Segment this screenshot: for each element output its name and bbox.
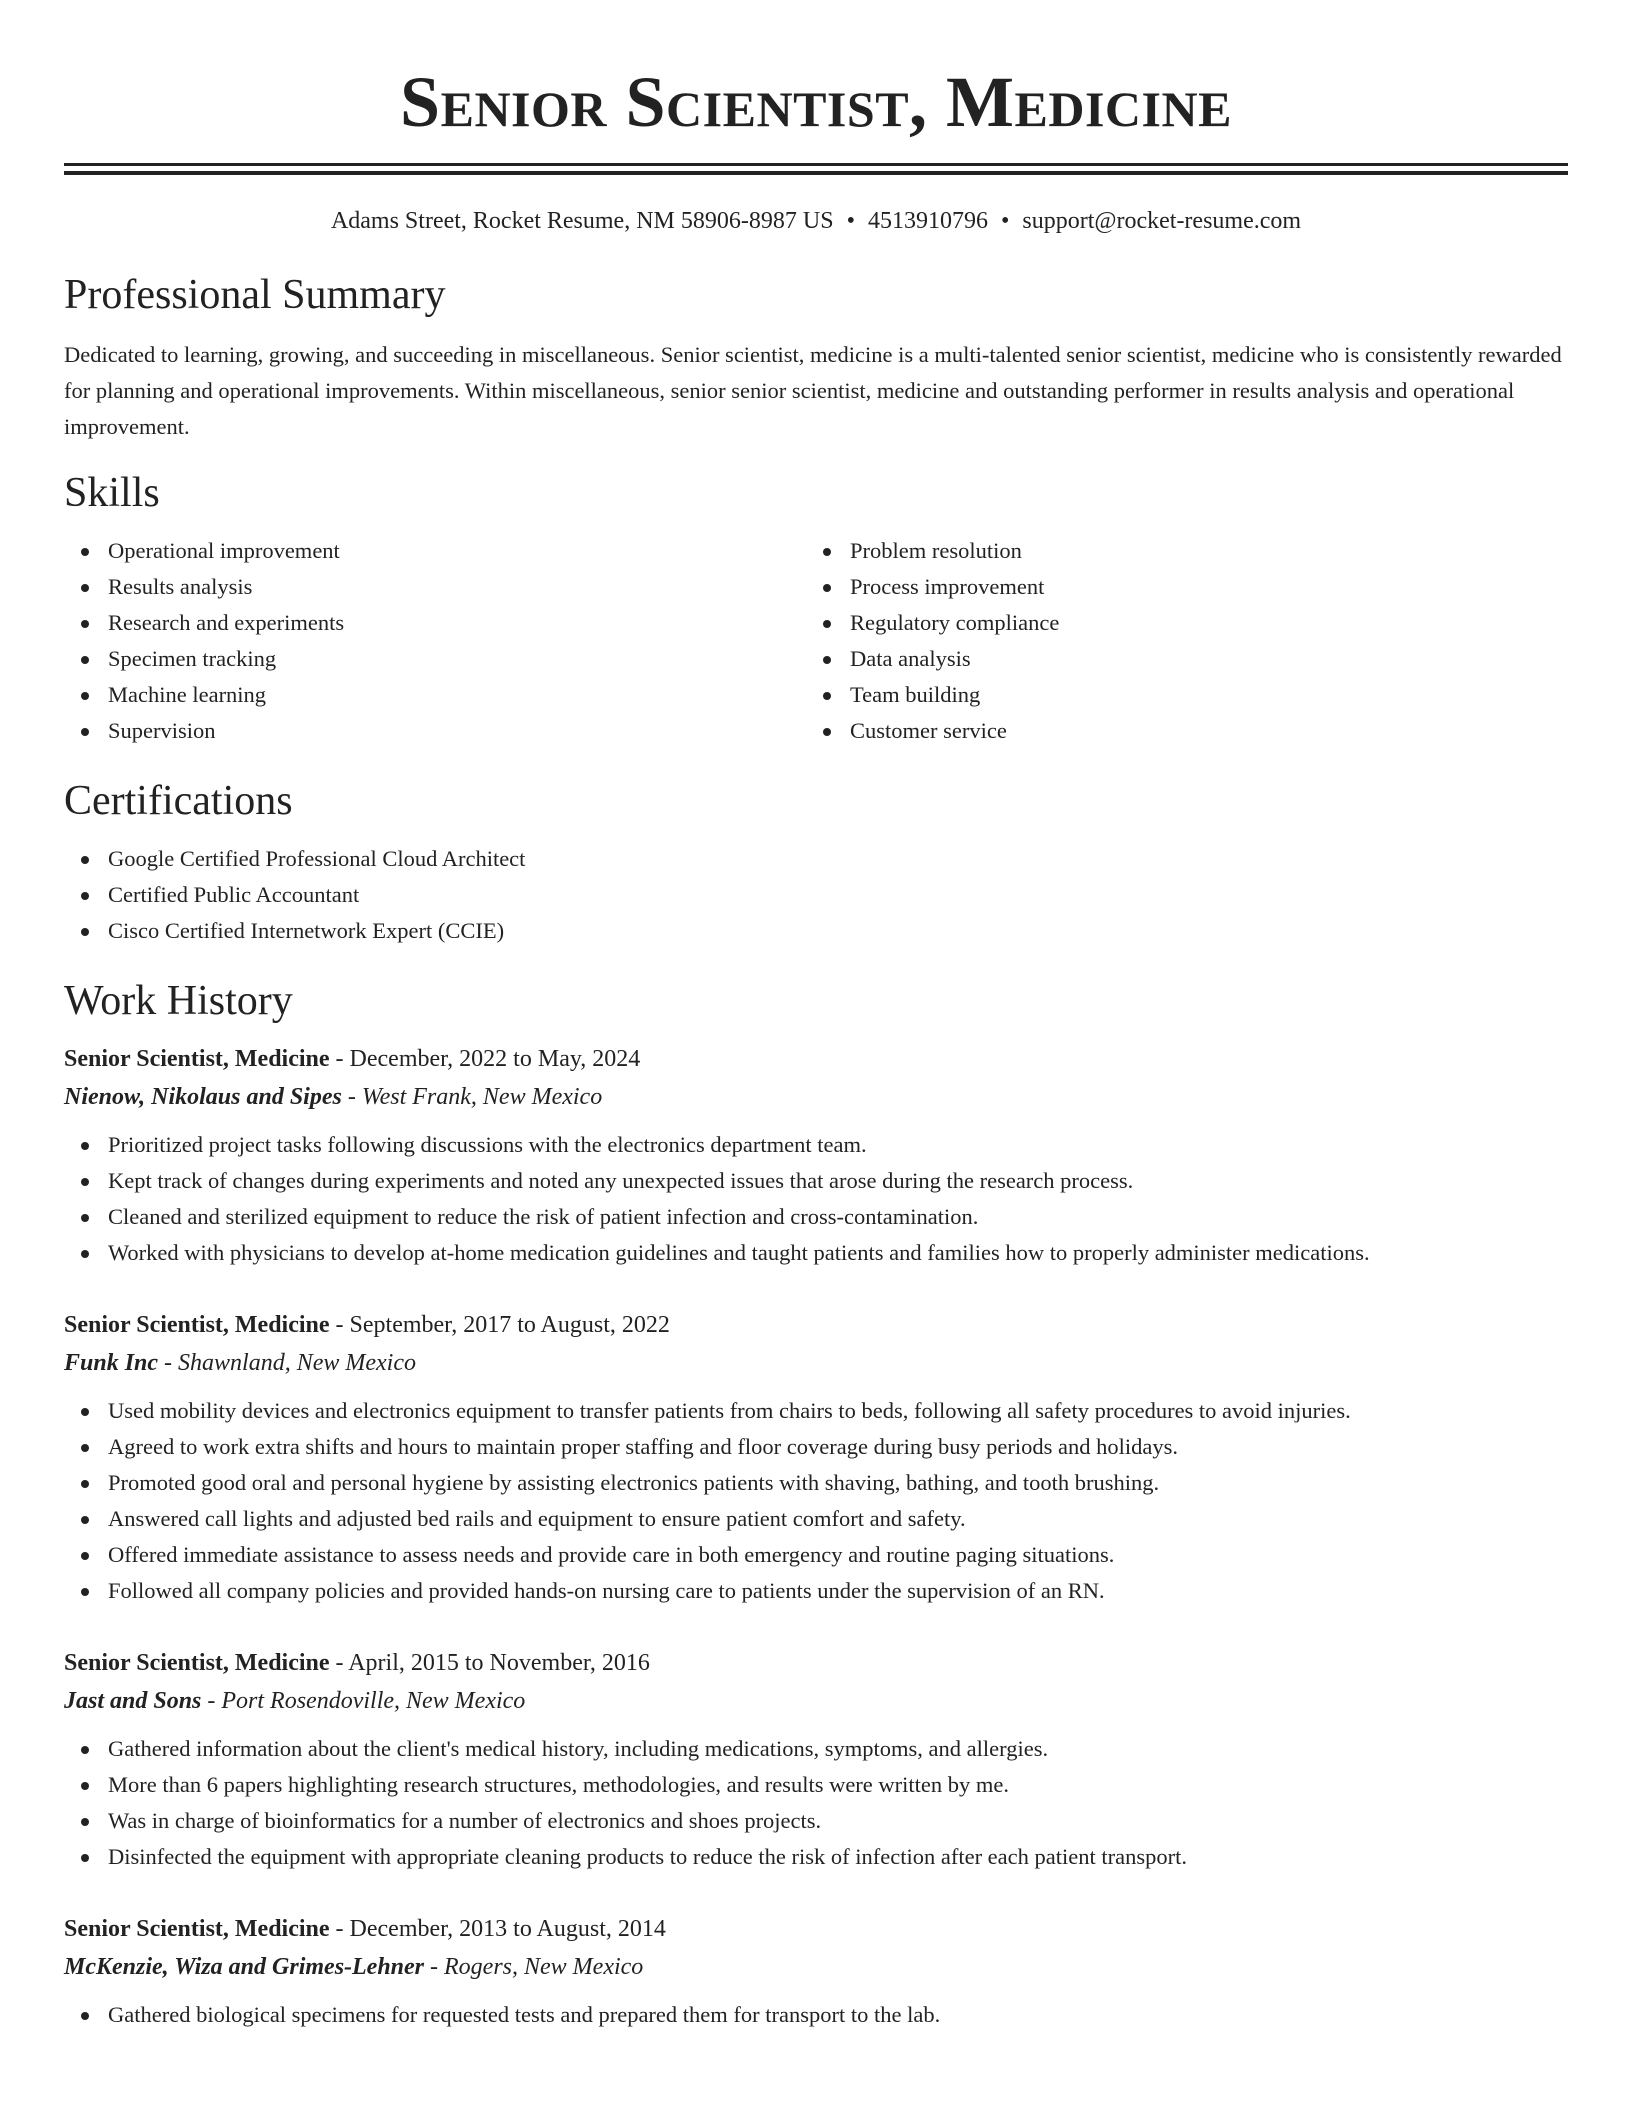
contact-address: Adams Street, Rocket Resume, NM 58906-8987 US	[330, 208, 834, 234]
skill-item: Problem resolution	[850, 533, 1548, 569]
skill-item: Supervision	[108, 713, 806, 749]
job-title: Senior Scientist, Medicine	[64, 1916, 330, 1942]
certification-item: Certified Public Accountant	[108, 877, 1568, 913]
job-company: Jast and Sons	[64, 1688, 202, 1714]
job-company-line	[64, 1343, 1568, 1383]
job-bullet: Kept track of changes during experiments and noted any unexpected issues that arose during the research process.	[108, 1163, 1568, 1199]
skill-item: Results analysis	[108, 569, 806, 605]
job-dates: - September, 2017 to August, 2022	[329, 1312, 670, 1338]
skills-list-left	[64, 533, 806, 749]
contact-separator: •	[1000, 208, 1010, 234]
job-title-line	[64, 1645, 1568, 1681]
job-title: Senior Scientist, Medicine	[64, 1650, 330, 1676]
skills-grid	[64, 533, 1568, 749]
job-bullet: Worked with physicians to develop at-home medication guidelines and taught patients and families how to properly administer medications.	[108, 1235, 1568, 1271]
job-title-line	[64, 1307, 1568, 1343]
job-location: - West Frank, New Mexico	[341, 1084, 603, 1110]
skill-item: Team building	[850, 677, 1548, 713]
job-bullet: More than 6 papers highlighting research structures, methodologies, and results were written by me.	[108, 1767, 1568, 1803]
skill-item: Customer service	[850, 713, 1548, 749]
job-company-line	[64, 1077, 1568, 1117]
skill-item: Process improvement	[850, 569, 1548, 605]
work-history-heading: Work History	[64, 978, 293, 1024]
job-bullet: Followed all company policies and provided hands-on nursing care to patients under the supervision of an RN.	[108, 1573, 1568, 1609]
certifications-heading: Certifications	[64, 778, 293, 824]
job-bullet: Gathered biological specimens for requested tests and prepared them for transport to the lab.	[108, 1997, 1568, 2033]
job-dates: - December, 2022 to May, 2024	[329, 1046, 641, 1072]
resume-name-heading: Senior Scientist, Medicine	[400, 62, 1232, 142]
contact-email: support@rocket-resume.com	[1022, 208, 1302, 234]
job-title: Senior Scientist, Medicine	[64, 1312, 330, 1338]
skill-item: Operational improvement	[108, 533, 806, 569]
job-entry	[64, 1911, 1568, 2033]
skill-item: Data analysis	[850, 641, 1548, 677]
job-bullet: Answered call lights and adjusted bed rails and equipment to ensure patient comfort and safety.	[108, 1501, 1568, 1537]
skill-item: Machine learning	[108, 677, 806, 713]
skills-column-right	[806, 533, 1548, 749]
job-dates: - December, 2013 to August, 2014	[329, 1916, 666, 1942]
contact-line	[64, 205, 1568, 237]
job-bullet: Used mobility devices and electronics equipment to transfer patients from chairs to beds, following all safety procedures to avoid injuries.	[108, 1393, 1568, 1429]
job-bullet: Disinfected the equipment with appropriate cleaning products to reduce the risk of infection after each patient transport.	[108, 1839, 1568, 1875]
job-bullet: Agreed to work extra shifts and hours to maintain proper staffing and floor coverage during busy periods and holidays.	[108, 1429, 1568, 1465]
job-company: Nienow, Nikolaus and Sipes	[64, 1084, 342, 1110]
job-entry	[64, 1307, 1568, 1609]
job-bullet: Offered immediate assistance to assess needs and provide care in both emergency and routine paging situations.	[108, 1537, 1568, 1573]
skill-item: Research and experiments	[108, 605, 806, 641]
job-location: - Port Rosendoville, New Mexico	[201, 1688, 526, 1714]
job-title: Senior Scientist, Medicine	[64, 1046, 330, 1072]
header-double-rule	[64, 163, 1568, 175]
job-bullets	[64, 1127, 1568, 1271]
certification-item: Google Certified Professional Cloud Architect	[108, 841, 1568, 877]
job-entry	[64, 1645, 1568, 1875]
skills-column-left	[64, 533, 806, 749]
job-title-line	[64, 1041, 1568, 1077]
job-location: - Shawnland, New Mexico	[158, 1350, 416, 1376]
contact-phone: 4513910796	[867, 208, 988, 234]
job-title-line	[64, 1911, 1568, 1947]
job-bullet: Gathered information about the client's medical history, including medications, symptoms, and allergies.	[108, 1731, 1568, 1767]
job-company: Funk Inc	[64, 1350, 159, 1376]
contact-separator: •	[846, 208, 855, 234]
skills-list-right	[806, 533, 1548, 749]
job-company-line	[64, 1947, 1568, 1987]
job-bullets	[64, 1997, 1568, 2033]
job-dates: - April, 2015 to November, 2016	[329, 1650, 650, 1676]
job-bullets	[64, 1393, 1568, 1609]
skill-item: Regulatory compliance	[850, 605, 1548, 641]
job-bullet: Cleaned and sterilized equipment to reduce the risk of patient infection and cross-contamination.	[108, 1199, 1568, 1235]
job-entry	[64, 1041, 1568, 1271]
skills-heading: Skills	[64, 470, 160, 516]
job-bullet: Promoted good oral and personal hygiene by assisting electronics patients with shaving, bathing, and tooth brushing.	[108, 1465, 1568, 1501]
job-bullet: Prioritized project tasks following discussions with the electronics department team.	[108, 1127, 1568, 1163]
certification-item: Cisco Certified Internetwork Expert (CCIE)	[108, 913, 1568, 949]
job-location: - Rogers, New Mexico	[424, 1954, 644, 1980]
summary-heading: Professional Summary	[64, 272, 446, 318]
skill-item: Specimen tracking	[108, 641, 806, 677]
job-company-line	[64, 1681, 1568, 1721]
certifications-list	[64, 841, 1568, 949]
job-bullet: Was in charge of bioinformatics for a number of electronics and shoes projects.	[108, 1803, 1568, 1839]
job-bullets	[64, 1731, 1568, 1875]
job-company: McKenzie, Wiza and Grimes-Lehner	[64, 1954, 425, 1980]
summary-text: Dedicated to learning, growing, and succeeding in miscellaneous. Senior scientist, medicine is a multi-talented senior scientist, medicine who is consistently rewarded for planning and operational improvements. Within miscellaneous, senior senior scientist, medicine and outstanding performer in results analysis and operational improvement.	[64, 342, 1562, 439]
